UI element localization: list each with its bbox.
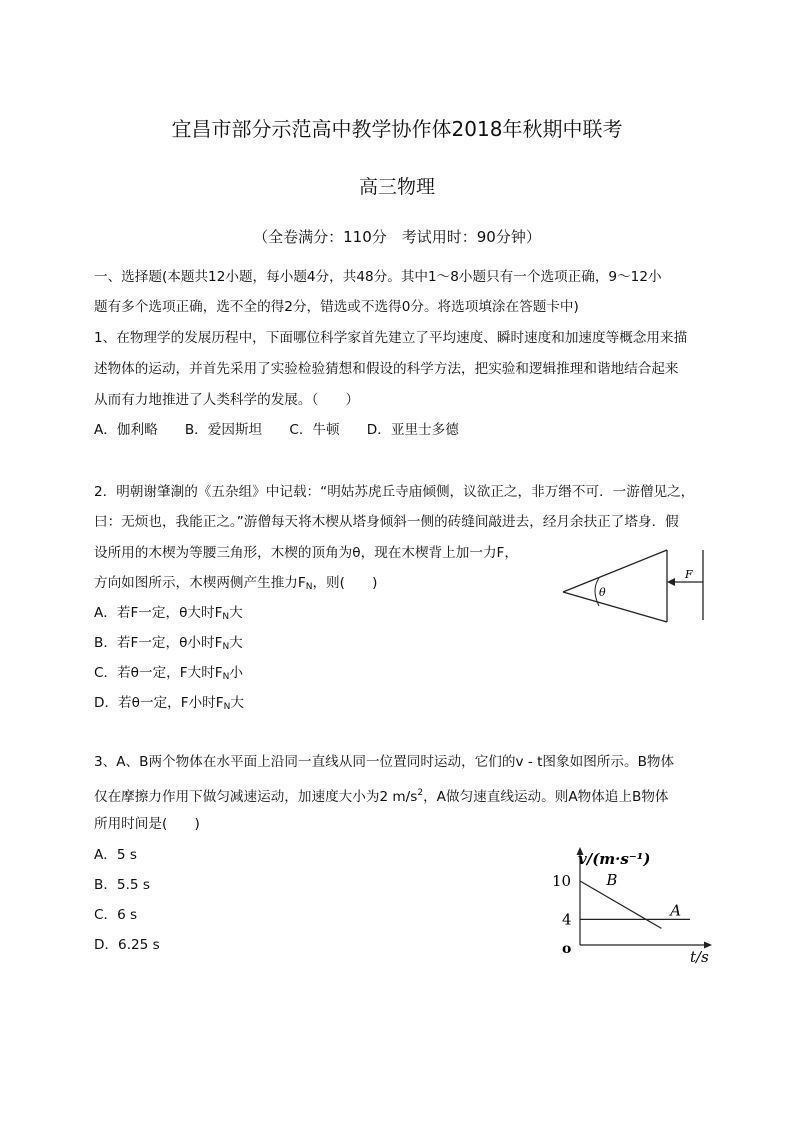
origin-label: o <box>562 941 572 957</box>
option-tail: 小 <box>229 665 243 681</box>
q2-option-b <box>94 633 243 657</box>
q2-line4 <box>94 573 377 597</box>
vt-chart <box>540 842 730 970</box>
q2-option-c <box>94 663 243 687</box>
q3-option-b: B．5.5 s <box>94 877 150 893</box>
q3-line2-tail: ，A做匀速直线运动。则A物体追上B物体 <box>423 789 669 805</box>
q3-line3: 所用时间是( ) <box>94 816 200 832</box>
q2-line4-text: 方向如图所示，木楔两侧产生推力F <box>94 575 306 591</box>
y-tick-label: 4 <box>562 910 572 929</box>
section1-line1: 一、选择题(本题共12小题，每小题4分，共48分。其中1～8小题只有一个选项正确，9～12小 <box>94 269 662 285</box>
y-tick-label: 10 <box>552 872 572 890</box>
series-b-line <box>580 881 661 928</box>
q1-line2: 述物体的运动，并首先采用了实验检验猜想和假设的科学方法，把实验和逻辑推理和谐地结合起来 <box>94 361 679 377</box>
q2-option-a <box>94 603 243 627</box>
q2-line2: 曰：无烦也，我能正之。”游僧每天将木楔从塔身倾斜一侧的砖缝间敲进去，经月余扶正了塔身．假 <box>94 514 679 530</box>
option-tail: 大 <box>230 695 244 711</box>
series-b-label: B <box>606 870 618 889</box>
exam-info: （全卷满分：110分 考试用时：90分钟） <box>253 228 541 246</box>
subject-title: 高三物理 <box>358 176 435 198</box>
q1-line1: 1、在物理学的发展历程中，下面哪位科学家首先建立了平均速度、瞬时速度和加速度等概念用来描 <box>94 330 688 346</box>
x-axis-label: t/s <box>690 948 709 966</box>
q1-options: A．伽利略 B．爱因斯坦 C．牛顿 D．亚里士多德 <box>94 422 459 438</box>
q3-line1: 3、A、B两个物体在水平面上沿同一直线从同一位置同时运动，它们的v - t图象如图所示。B物体 <box>94 754 675 770</box>
option-text: C．若θ一定，F大时F <box>94 665 223 681</box>
q2-line3: 设所用的木楔为等腰三角形，木楔的顶角为θ，现在木楔背上加一力F， <box>94 545 518 561</box>
option-sub: N <box>222 672 230 682</box>
q3-option-c: C．6 s <box>94 907 138 923</box>
q2-line1: 2．明朝谢肇淛的《五杂组》中记载：“明姑苏虎丘寺庙倾侧，议欲正之，非万缗不可．一游僧见之， <box>94 484 695 500</box>
y-axis-label: v/(m·s⁻¹) <box>578 850 651 868</box>
option-sub: N <box>222 642 230 652</box>
wedge-figure <box>555 540 715 630</box>
q3-line2-sup: 2 <box>417 788 424 798</box>
force-arrowhead <box>667 578 675 586</box>
q3-line2 <box>94 783 669 807</box>
q2-line4-sub: N <box>305 582 313 592</box>
exam-title: 宜昌市部分示范高中教学协作体2018年秋期中联考 <box>171 117 623 141</box>
option-text: A．若F一定，θ大时F <box>94 605 223 621</box>
option-sub: N <box>222 612 230 622</box>
q2-line4-tail: ，则( ) <box>312 575 378 591</box>
series-a-label: A <box>670 901 682 920</box>
option-tail: 大 <box>229 605 243 621</box>
wedge-lower-side <box>563 592 667 622</box>
q2-option-d <box>94 693 244 717</box>
option-text: D．若θ一定，F小时F <box>94 695 224 711</box>
option-text: B．若F一定，θ小时F <box>94 635 223 651</box>
option-tail: 大 <box>229 635 243 651</box>
q1-line3: 从而有力地推进了人类科学的发展。（ ） <box>94 392 360 408</box>
q3-line2-text: 仅在摩擦力作用下做匀减速运动，加速度大小为2 m/s <box>94 789 418 805</box>
option-sub: N <box>223 702 231 712</box>
q3-option-a: A．5 s <box>94 847 137 863</box>
force-label: F <box>685 568 693 581</box>
wedge-upper-side <box>563 550 667 592</box>
section1-line2: 题有多个选项正确，选不全的得2分，错选或不选得0分。将选项填涂在答题卡中) <box>94 299 579 315</box>
angle-label: θ <box>599 586 606 599</box>
q3-option-d: D．6.25 s <box>94 937 160 953</box>
